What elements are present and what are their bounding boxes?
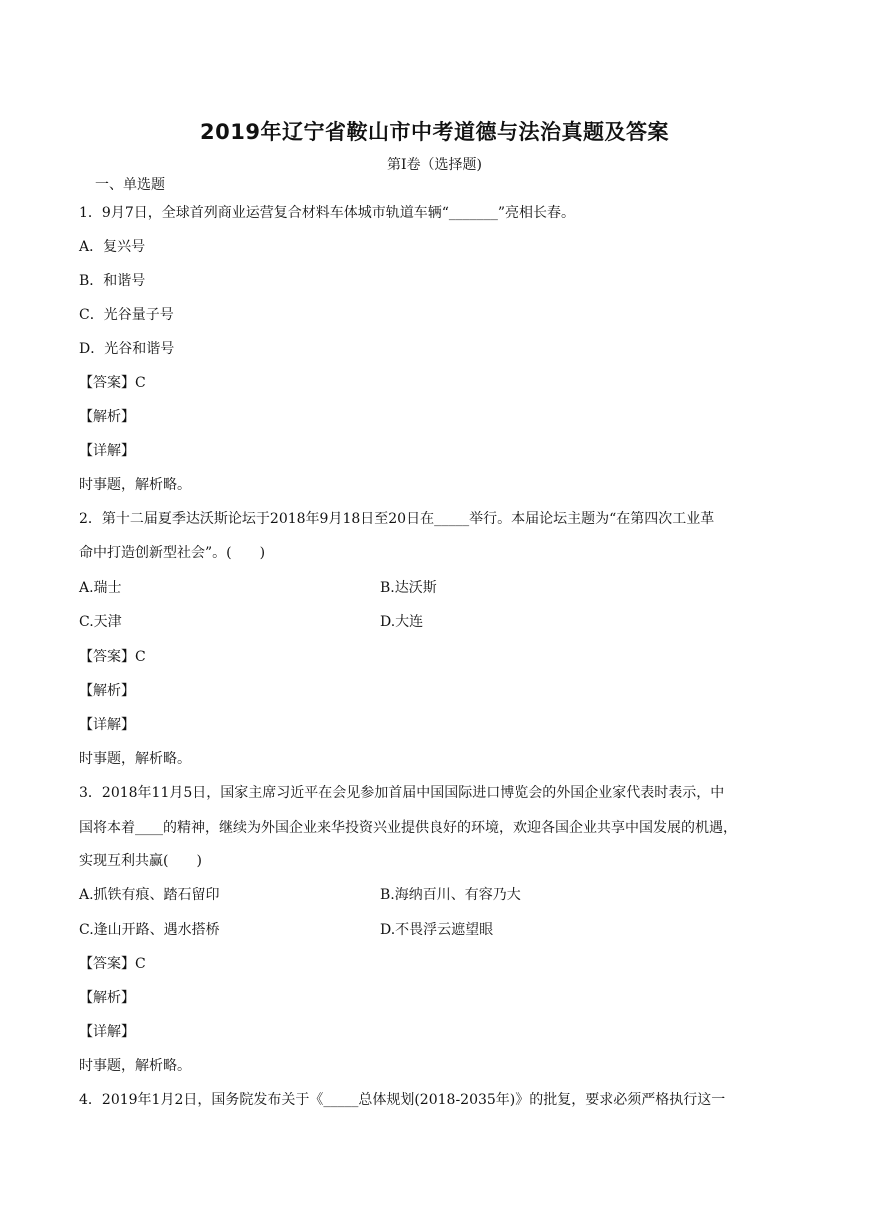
question-2-analysis: 【解析】 [79,683,135,699]
question-2-stem-line-1: 2．第十二届夏季达沃斯论坛于2018年9月18日至20日在_____举行。本届论坛主题为“在第四次工业革 [79,511,715,527]
document-subtitle: 第Ⅰ卷（选择题) [387,157,482,173]
question-2-option-d: D.大连 [380,614,424,630]
question-2-option-a: A.瑞士 [79,580,122,596]
question-3-option-b: B.海纳百川、有容乃大 [380,887,521,903]
question-2-explanation: 时事题，解析略。 [79,751,191,767]
question-3-explanation: 时事题，解析略。 [79,1058,191,1074]
question-2-option-b: B.达沃斯 [380,580,437,596]
question-3-detail: 【详解】 [79,1024,135,1040]
question-1-analysis: 【解析】 [79,409,135,425]
question-3-answer: 【答案】C [79,956,146,972]
question-3-stem-line-3: 实现互利共赢( ) [79,853,202,869]
question-1-explanation: 时事题，解析略。 [79,477,191,493]
question-3-stem-line-2: 国将本着____的精神，继续为外国企业来华投资兴业提供良好的环境，欢迎各国企业共享中国发展的机遇， [79,820,737,836]
question-3-option-c: C.逢山开路、遇水搭桥 [79,922,220,938]
question-1-option-b: B．和谐号 [79,273,146,289]
question-3-option-d: D.不畏浮云遮望眼 [380,922,494,938]
question-3-analysis: 【解析】 [79,990,135,1006]
question-3-option-a: A.抓铁有痕、踏石留印 [79,887,220,903]
question-2-stem-line-2: 命中打造创新型社会”。( ) [79,545,266,561]
question-3-stem-line-1: 3．2018年11月5日，国家主席习近平在会见参加首届中国国际进口博览会的外国企业家代表时表示，中 [79,785,725,801]
section-heading: 一、单选题 [95,177,165,193]
question-1-stem: 1．9月7日，全球首列商业运营复合材料车体城市轨道车辆“_______”亮相长春。 [79,205,576,221]
question-1-option-d: D．光谷和谐号 [79,341,175,357]
question-1-option-c: C．光谷量子号 [79,307,174,323]
question-2-answer: 【答案】C [79,649,146,665]
document-title: 2019年辽宁省鞍山市中考道德与法治真题及答案 [200,120,669,144]
question-1-detail: 【详解】 [79,443,135,459]
question-2-option-c: C.天津 [79,614,122,630]
question-1-answer: 【答案】C [79,375,146,391]
question-2-detail: 【详解】 [79,717,135,733]
question-4-stem-line-1: 4．2019年1月2日，国务院发布关于《_____总体规划(2018-2035年)》的批复，要求必须严格执行这一 [79,1092,726,1108]
question-1-option-a: A．复兴号 [79,239,146,255]
